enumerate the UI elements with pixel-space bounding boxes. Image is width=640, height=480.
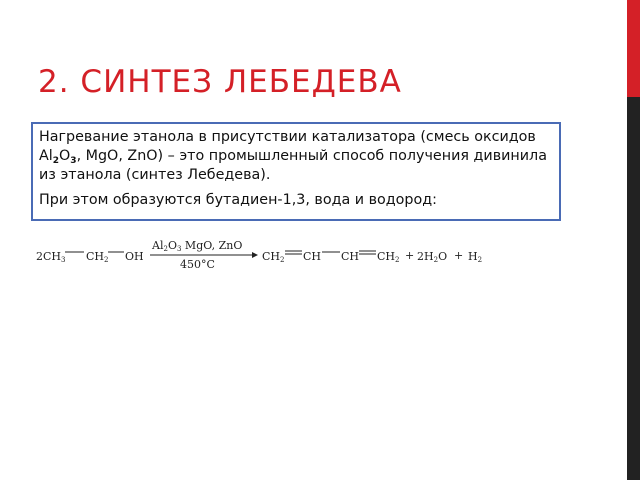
accent-bar-top xyxy=(627,0,640,97)
p1-text-start: Нагревание этанола в присутствии катализатора (смесь оксидов Al xyxy=(39,129,536,164)
product-hydrogen: H2 xyxy=(468,250,483,264)
p1-o-subscript: 3 xyxy=(70,156,77,166)
accent-bar-bottom xyxy=(627,97,640,480)
plus-sign-1: + xyxy=(405,249,415,262)
reactant-coefficient: 2 xyxy=(36,250,43,263)
description-paragraph-1 xyxy=(39,128,553,185)
reactant-oh: OH xyxy=(125,250,144,263)
description-textbox xyxy=(31,122,561,221)
product-ch2-b: CH2 xyxy=(377,250,400,264)
product-water: 2H2O xyxy=(417,250,448,264)
p1-text-end: , MgO, ZnO) – это промышленный способ получения дивинила из этанола (синтез Лебедева). xyxy=(39,148,547,183)
reactant-ch2: CH2 xyxy=(86,250,109,264)
slide-title: 2. СИНТЕЗ ЛЕБЕДЕВА xyxy=(38,64,402,100)
product-ch2-a: CH2 xyxy=(262,250,285,264)
reaction-arrow-head xyxy=(252,252,258,258)
reactant-ch3: CH3 xyxy=(43,250,66,264)
description-paragraph-2: При этом образуются бутадиен-1,3, вода и водород: xyxy=(39,192,437,208)
p1-oxygen: O xyxy=(59,148,71,164)
product-ch-1: CH xyxy=(303,250,322,263)
plus-sign-2: + xyxy=(454,249,464,262)
p1-al-subscript: 2 xyxy=(52,156,60,166)
reaction-equation xyxy=(0,230,640,275)
temperature-condition: 450°C xyxy=(180,258,215,271)
product-ch-2: CH xyxy=(341,250,360,263)
catalyst-label: Al2O3 MgO, ZnO xyxy=(152,239,243,253)
